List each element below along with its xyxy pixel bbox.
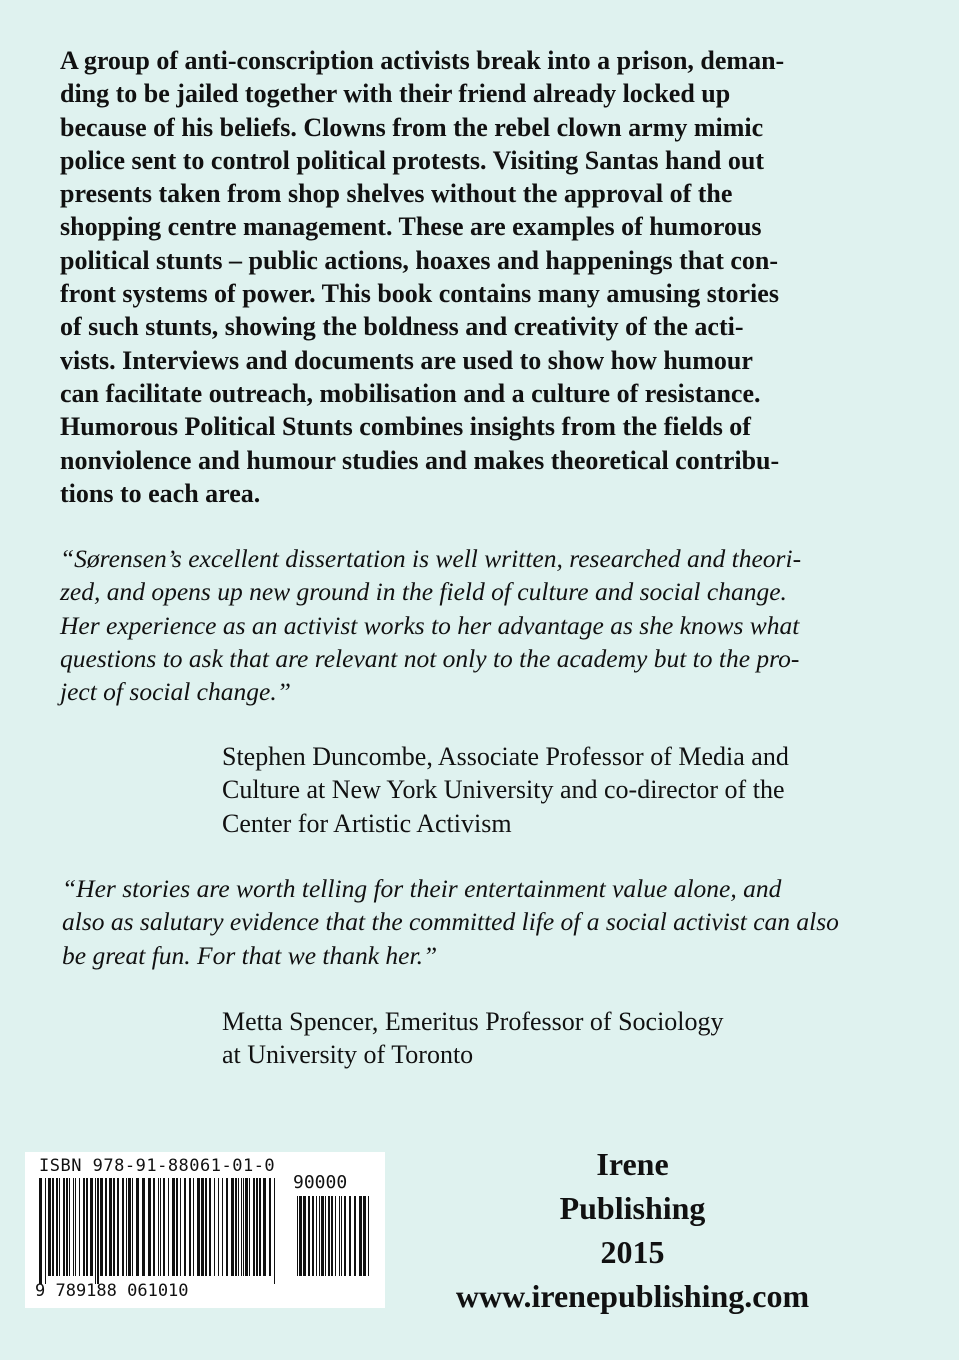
barcode-bar — [79, 1178, 80, 1276]
barcode-bar — [180, 1178, 181, 1276]
blurb-line: because of his beliefs. Clowns from the rebel clown army mimic — [60, 112, 764, 142]
endorsement-attribution-duncombe — [222, 740, 912, 840]
quote-line: ject of social change.” — [60, 677, 291, 707]
quote-line: be great fun. For that we thank her.” — [62, 940, 438, 970]
barcode-bar — [126, 1178, 127, 1276]
barcode-bar — [218, 1178, 219, 1276]
barcode-bar — [359, 1196, 362, 1276]
quote-line: “Sørensen’s excellent dissertation is well written, researched and theori- — [60, 544, 802, 573]
barcode-bar — [90, 1178, 93, 1276]
barcode-bar — [274, 1178, 275, 1284]
barcode-bar — [235, 1178, 237, 1276]
barcode-bar — [48, 1178, 51, 1276]
publication-year: 2015 — [600, 1234, 665, 1270]
blurb-line: can facilitate outreach, mobilisation and a culture of resistance. — [60, 378, 761, 408]
attribution-line: Center for Artistic Activism — [222, 808, 512, 838]
endorsement-attribution-spencer — [222, 1005, 912, 1072]
barcode-bar — [176, 1178, 178, 1276]
blurb-line: vists. Interviews and documents are used to show how humour — [60, 345, 753, 375]
barcode-bar — [341, 1196, 342, 1276]
barcode-bar — [209, 1178, 211, 1276]
barcode-bar — [339, 1196, 340, 1276]
barcode-bar — [105, 1178, 107, 1276]
barcode-bar — [312, 1196, 314, 1276]
barcode-bar — [335, 1196, 336, 1276]
barcode-bar — [160, 1178, 161, 1276]
barcode-bar — [184, 1178, 186, 1276]
quote-line: questions to ask that are relevant not only to the academy but to the pro- — [60, 643, 800, 673]
quote-line: “Her stories are worth telling for their entertainment value alone, and — [62, 874, 782, 903]
barcode-bar — [73, 1178, 74, 1276]
barcode-bar — [168, 1178, 169, 1276]
endorsement-quote-spencer — [62, 872, 892, 972]
barcode-bar — [100, 1178, 103, 1276]
barcode-bars-icon — [39, 1178, 277, 1284]
barcode-bar — [331, 1196, 333, 1276]
barcode-bar — [148, 1178, 151, 1276]
barcode-bar — [256, 1178, 258, 1276]
barcode-bar — [52, 1178, 54, 1276]
barcode-bar — [197, 1178, 200, 1276]
barcode-bar — [95, 1178, 96, 1284]
isbn-label: ISBN 978-91-88061-01-0 — [39, 1156, 276, 1176]
barcode-bar — [83, 1178, 85, 1276]
price-code: 90000 — [293, 1172, 348, 1193]
isbn-barcode — [25, 1152, 385, 1308]
barcode-bar — [249, 1178, 250, 1276]
quote-line: zed, and opens up new ground in the field of culture and social change. — [60, 577, 787, 607]
barcode-bar — [303, 1196, 306, 1276]
barcode-bar — [128, 1178, 131, 1276]
endorsement-quote-duncombe — [60, 542, 890, 708]
barcode-bar — [349, 1196, 351, 1276]
blurb-line: shopping centre management. These are examples of humorous — [60, 212, 762, 242]
barcode-bar — [97, 1178, 99, 1284]
barcode-bar — [39, 1178, 42, 1284]
barcode-bar — [269, 1178, 271, 1276]
barcode-bar — [299, 1196, 302, 1276]
publisher-name-line1: Irene — [596, 1146, 669, 1182]
barcode-bar — [231, 1178, 234, 1276]
barcode-bar — [45, 1178, 46, 1284]
barcode-bar — [172, 1178, 175, 1276]
barcode-bar — [245, 1178, 248, 1276]
barcode-bar — [122, 1178, 124, 1276]
attribution-line: Culture at New York University and co-director of the — [222, 775, 785, 805]
barcode-bar — [189, 1178, 191, 1276]
blurb-line: Humorous Political Stunts combines insights from the fields of — [60, 412, 751, 442]
barcode-bar — [241, 1178, 242, 1276]
barcode-bar — [321, 1196, 324, 1276]
barcode-bar — [354, 1196, 356, 1276]
blurb-paragraph — [60, 44, 900, 510]
barcode-bar — [263, 1178, 266, 1276]
blurb-line: of such stunts, showing the boldness and creativity of the acti- — [60, 312, 744, 342]
barcode-bar — [113, 1178, 115, 1276]
attribution-line: Stephen Duncombe, Associate Professor of Media and — [222, 742, 789, 771]
barcode-bar — [132, 1178, 133, 1276]
ean-digits: 9 789188 061010 — [35, 1281, 189, 1301]
barcode-bar — [136, 1178, 139, 1276]
blurb-line: ding to be jailed together with their friend already locked up — [60, 79, 731, 109]
publisher-name-line2: Publishing — [559, 1190, 706, 1226]
barcode-bar — [297, 1196, 298, 1276]
barcode-addon-bars-icon — [297, 1196, 371, 1284]
publisher-block — [400, 1142, 865, 1318]
barcode-bar — [259, 1178, 261, 1276]
quote-line: also as salutary evidence that the committed life of a social activist can also — [62, 907, 839, 937]
barcode-bar — [109, 1178, 112, 1276]
barcode-bar — [117, 1178, 119, 1276]
barcode-bar — [59, 1178, 60, 1276]
barcode-bar — [344, 1196, 346, 1276]
barcode-bar — [75, 1178, 76, 1276]
blurb-line: front systems of power. This book contains many amusing stories — [60, 279, 779, 309]
blurb-line: A group of anti-conscription activists break into a prison, deman- — [60, 46, 785, 75]
publisher-website: www.irenepublishing.com — [455, 1278, 810, 1314]
barcode-bar — [158, 1178, 159, 1276]
barcode-bar — [201, 1178, 204, 1276]
barcode-bar — [193, 1178, 194, 1276]
blurb-line: nonviolence and humour studies and makes theoretical contribu- — [60, 445, 780, 475]
barcode-bar — [214, 1178, 215, 1276]
barcode-bar — [243, 1178, 244, 1276]
barcode-bar — [56, 1178, 58, 1276]
barcode-bar — [86, 1178, 88, 1276]
barcode-bar — [368, 1196, 369, 1276]
attribution-line: Metta Spencer, Emeritus Professor of Sociology — [222, 1007, 724, 1036]
blurb-line: police sent to control political protests. Visiting Santas hand out — [60, 145, 764, 175]
barcode-bar — [142, 1178, 145, 1276]
blurb-line: political stunts – public actions, hoaxes and happenings that con- — [60, 245, 779, 275]
attribution-line: at University of Toronto — [222, 1040, 474, 1070]
barcode-bar — [163, 1178, 165, 1276]
barcode-bar — [63, 1178, 65, 1276]
barcode-bar — [226, 1178, 228, 1276]
barcode-bar — [205, 1178, 207, 1276]
barcode-bar — [153, 1178, 155, 1276]
barcode-bar — [328, 1196, 330, 1276]
barcode-bar — [66, 1178, 68, 1276]
blurb-line: tions to each area. — [60, 478, 261, 508]
barcode-bar — [253, 1178, 255, 1276]
barcode-bar — [308, 1196, 310, 1276]
barcode-bar — [222, 1178, 223, 1276]
quote-line: Her experience as an activist works to her advantage as she knows what — [60, 610, 800, 640]
barcode-bar — [69, 1178, 70, 1276]
barcode-bar — [316, 1196, 317, 1276]
barcode-bar — [325, 1196, 326, 1276]
barcode-bar — [319, 1196, 320, 1276]
barcode-bar — [363, 1196, 366, 1276]
blurb-line: presents taken from shop shelves without the approval of the — [60, 179, 733, 209]
barcode-bar — [238, 1178, 239, 1276]
